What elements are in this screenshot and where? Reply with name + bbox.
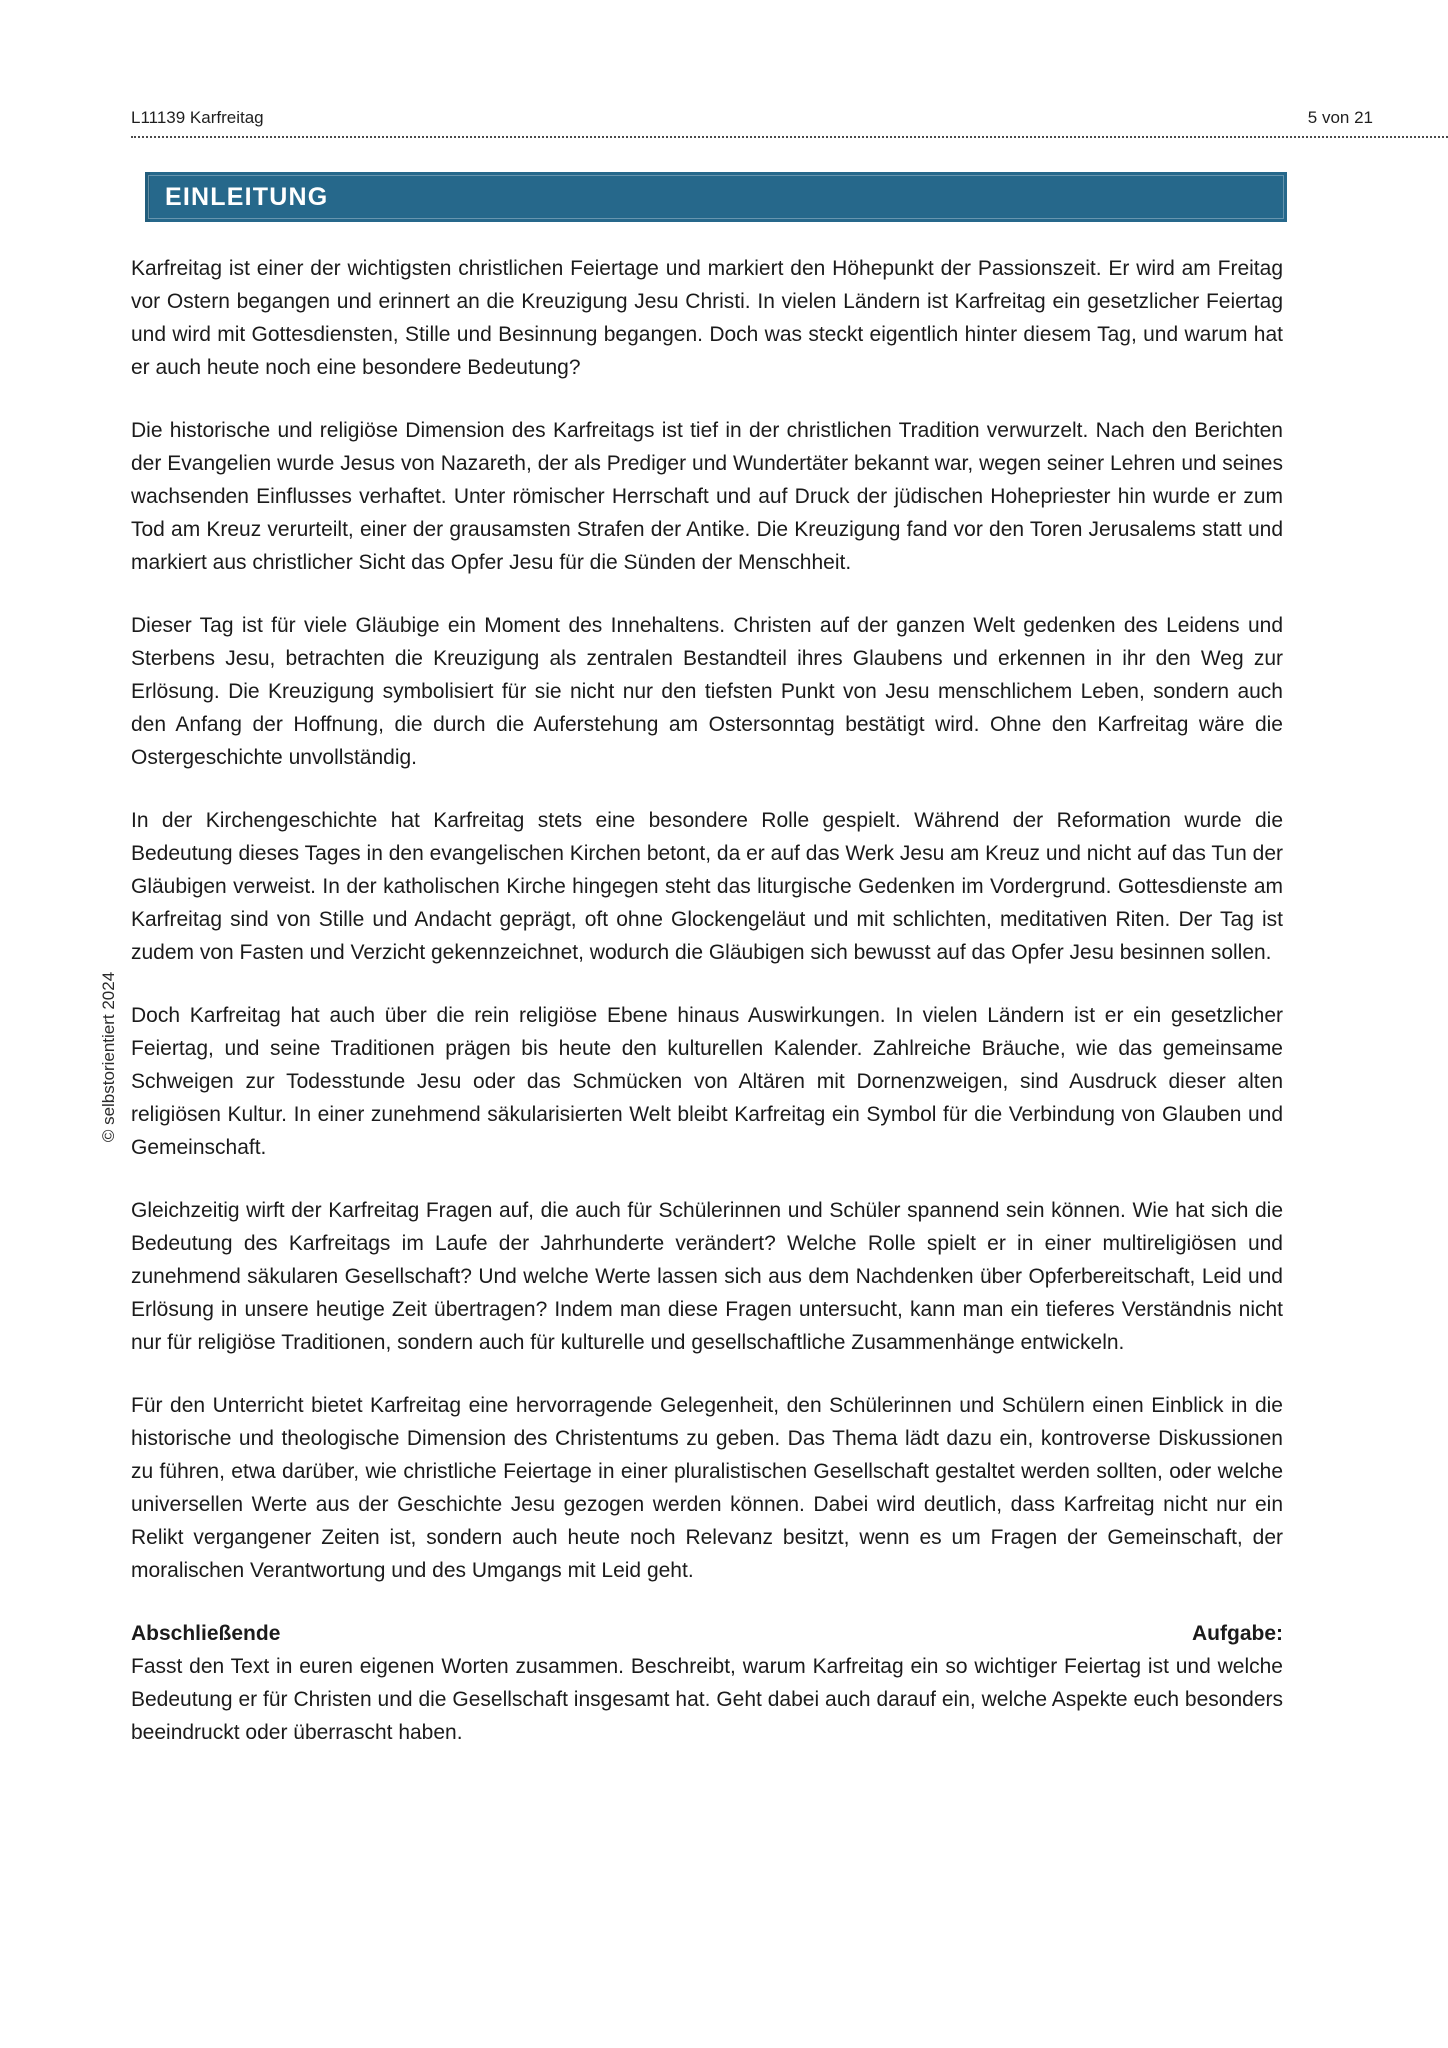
task-paragraph: Fasst den Text in euren eigenen Worten zusammen. Beschreibt, warum Karfreitag ein so wichtiger Feiertag ist und welche Bedeutung er für Christen und die Gesellschaft insgesamt hat. Geht dabei auch darauf ein, welche Aspekte euch besonders beeindruckt oder überrascht haben. — [131, 1655, 1283, 1744]
task-heading-left: Abschließende — [131, 1622, 281, 1645]
copyright-notice: © selbstorientiert 2024 — [99, 971, 118, 1143]
task-heading — [131, 1617, 1283, 1650]
body-paragraph: Doch Karfreitag hat auch über die rein religiöse Ebene hinaus Auswirkungen. In vielen Ländern ist er ein gesetzlicher Feiertag, und seine Traditionen prägen bis heute den kulturellen Kalender. Zahlreiche Bräuche, wie das gemeinsame Schweigen zur Todesstunde Jesu oder das Schmücken von Altären mit Dornenzweigen, sind Ausdruck dieser alten religiösen Kultur. In einer zunehmend säkularisierten Welt bleibt Karfreitag ein Symbol für die Verbindung von Glauben und Gemeinschaft. — [131, 1004, 1283, 1159]
page-number: 5 von 21 — [1307, 108, 1373, 127]
body-text — [131, 252, 1283, 1779]
body-paragraph: Gleichzeitig wirft der Karfreitag Fragen auf, die auch für Schülerinnen und Schüler spannend sein können. Wie hat sich die Bedeutung des Karfreitags im Laufe der Jahrhunderte verändert? Welche Rolle spielt er in einer multireligiösen und zunehmend säkularen Gesellschaft? Und welche Werte lassen sich aus dem Nachdenken über Opferbereitschaft, Leid und Erlösung in unsere heutige Zeit übertragen? Indem man diese Fragen untersucht, kann man ein tieferes Verständnis nicht nur für religiöse Traditionen, sondern auch für kulturelle und gesellschaftliche Zusammenhänge entwickeln. — [131, 1199, 1283, 1354]
running-header — [131, 108, 1448, 138]
body-paragraph: In der Kirchengeschichte hat Karfreitag stets eine besondere Rolle gespielt. Während der Reformation wurde die Bedeutung dieses Tages in den evangelischen Kirchen betont, da er auf das Werk Jesu am Kreuz und nicht auf das Tun der Gläubigen verweist. In der katholischen Kirche hingegen steht das liturgische Gedenken im Vordergrund. Gottesdienste am Karfreitag sind von Stille und Andacht geprägt, oft ohne Glockengeläut und mit schlichten, meditativen Riten. Der Tag ist zudem von Fasten und Verzicht gekennzeichnet, wodurch die Gläubigen sich bewusst auf das Opfer Jesu besinnen sollen. — [131, 809, 1283, 964]
body-paragraph: Die historische und religiöse Dimension des Karfreitags ist tief in der christlichen Tradition verwurzelt. Nach den Berichten der Evangelien wurde Jesus von Nazareth, der als Prediger und Wundertäter bekannt war, wegen seiner Lehren und seines wachsenden Einflusses verhaftet. Unter römischer Herrschaft und auf Druck der jüdischen Hohepriester hin wurde er zum Tod am Kreuz verurteilt, einer der grausamsten Strafen der Antike. Die Kreuzigung fand vor den Toren Jerusalems statt und markiert aus christlicher Sicht das Opfer Jesu für die Sünden der Menschheit. — [131, 419, 1283, 574]
section-title: EINLEITUNG — [165, 183, 329, 211]
task-heading-right: Aufgabe: — [1192, 1622, 1283, 1645]
section-title-bar — [145, 172, 1287, 222]
body-paragraph: Für den Unterricht bietet Karfreitag eine hervorragende Gelegenheit, den Schülerinnen und Schülern einen Einblick in die historische und theologische Dimension des Christentums zu geben. Das Thema lädt dazu ein, kontroverse Diskussionen zu führen, etwa darüber, wie christliche Feiertage in einer pluralistischen Gesellschaft gestaltet werden sollten, oder welche universellen Werte aus der Geschichte Jesu gezogen werden können. Dabei wird deutlich, dass Karfreitag nicht nur ein Relikt vergangener Zeiten ist, sondern auch heute noch Relevanz besitzt, wenn es um Fragen der Gemeinschaft, der moralischen Verantwortung und des Umgangs mit Leid geht. — [131, 1394, 1283, 1582]
document-code: L11139 Karfreitag — [131, 108, 264, 127]
body-paragraph: Karfreitag ist einer der wichtigsten christlichen Feiertage und markiert den Höhepunkt der Passionszeit. Er wird am Freitag vor Ostern begangen und erinnert an die Kreuzigung Jesu Christi. In vielen Ländern ist Karfreitag ein gesetzlicher Feiertag und wird mit Gottesdiensten, Stille und Besinnung begangen. Doch was steckt eigentlich hinter diesem Tag, und warum hat er auch heute noch eine besondere Bedeutung? — [131, 257, 1283, 379]
body-paragraph: Dieser Tag ist für viele Gläubige ein Moment des Innehaltens. Christen auf der ganzen Welt gedenken des Leidens und Sterbens Jesu, betrachten die Kreuzigung als zentralen Bestandteil ihres Glaubens und erkennen in ihr den Weg zur Erlösung. Die Kreuzigung symbolisiert für sie nicht nur den tiefsten Punkt von Jesu menschlichem Leben, sondern auch den Anfang der Hoffnung, die durch die Auferstehung am Ostersonntag bestätigt wird. Ohne den Karfreitag wäre die Ostergeschichte unvollständig. — [131, 614, 1283, 769]
